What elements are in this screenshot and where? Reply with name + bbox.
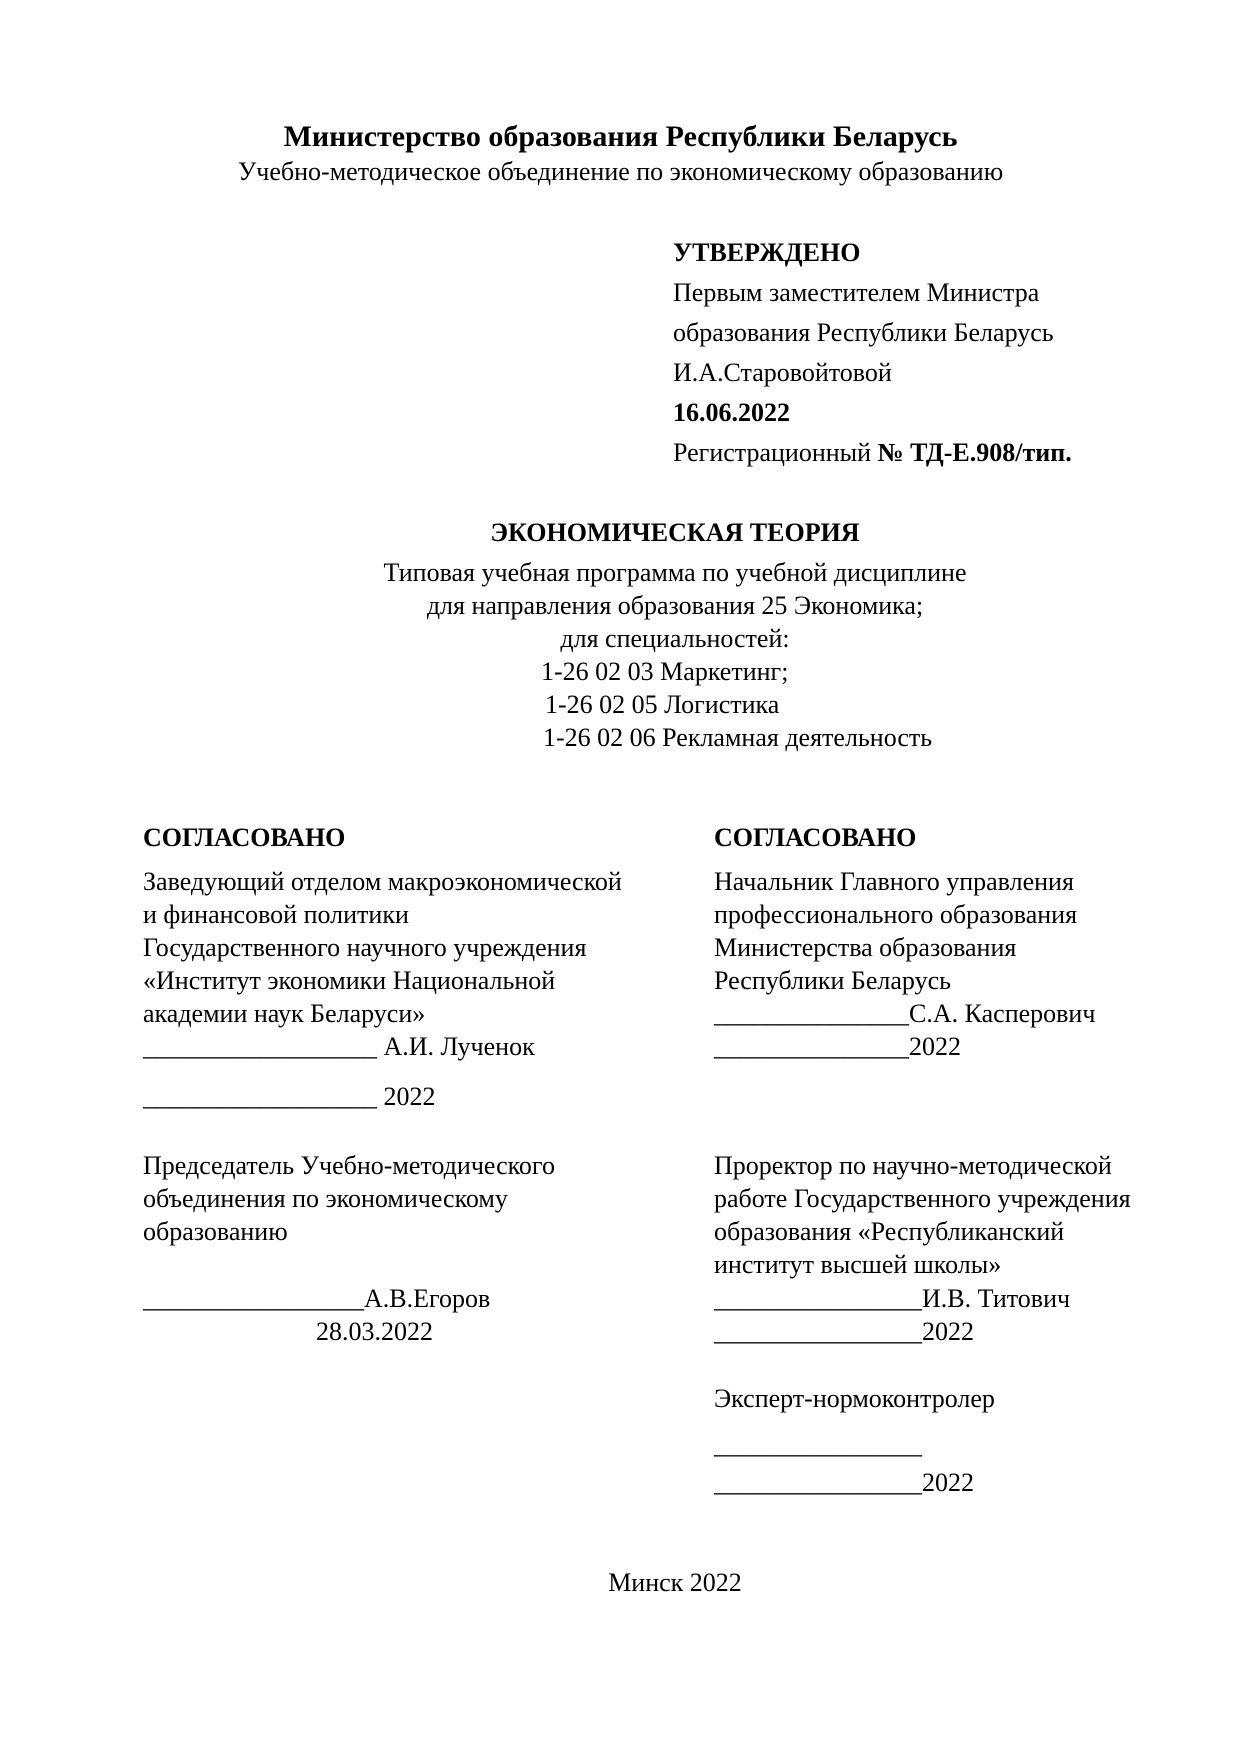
registration-label: Регистрационный [673,438,878,467]
agreement-line: Проректор по научно-методической [714,1151,1112,1180]
agreement-heading: СОГЛАСОВАНО [143,823,346,852]
signature-date: __________________ 2022 [143,1082,436,1111]
signature-line: ________________И.В. Титович [714,1284,1071,1313]
specialty-item: 1-26 02 06 Рекламная деятельность [543,723,933,752]
approval-line: образования Республики Беларусь [673,318,1054,347]
agreement-line: образования «Республиканский [714,1217,1065,1246]
agreement-line: Начальник Главного управления [714,867,1074,896]
agreement-line: работе Государственного учреждения [714,1184,1131,1213]
discipline-title: ЭКОНОМИЧЕСКАЯ ТЕОРИЯ [490,518,860,547]
agreement-line: профессионального образования [714,900,1078,929]
agreement-line: институт высшей школы» [714,1250,1002,1279]
association-subtitle: Учебно-методическое объединение по экономическому образованию [237,157,1004,186]
agreement-line: образованию [143,1217,288,1246]
approval-date: 16.06.2022 [673,398,790,427]
place-year: Минск 2022 [608,1568,742,1597]
specialty-item: 1-26 02 03 Маркетинг; [541,657,789,686]
signature-line: _______________С.А. Касперович [714,999,1096,1028]
agreement-line: и финансовой политики [143,900,409,929]
agreement-heading: СОГЛАСОВАНО [714,823,917,852]
signature-date: ________________2022 [714,1468,974,1497]
signature-line: _________________А.В.Егоров [143,1284,491,1313]
program-line: для направления образования 25 Экономика; [426,591,924,620]
signature-line: ________________ [714,1430,922,1459]
agreement-line: «Институт экономики Национальной [143,966,556,995]
registration-line [673,438,1072,468]
program-line: для специальностей: [560,624,790,653]
signature-line: __________________ А.И. Лученок [143,1032,535,1061]
specialty-item: 1-26 02 05 Логистика [545,690,780,719]
registration-number: № ТД-Е.908/тип. [877,438,1072,467]
agreement-line: Председатель Учебно-методического [143,1151,555,1180]
program-line: Типовая учебная программа по учебной дисциплине [383,558,967,587]
signature-date: 28.03.2022 [316,1317,433,1346]
approval-heading: УТВЕРЖДЕНО [673,238,861,267]
approval-signatory: И.А.Старовойтовой [673,358,892,387]
agreement-line: Государственного научного учреждения [143,933,587,962]
agreement-line: Заведующий отделом макроэкономической [143,867,622,896]
signature-date: _______________2022 [714,1032,961,1061]
approval-line: Первым заместителем Министра [673,278,1040,307]
agreement-line: Министерства образования [714,933,1017,962]
agreement-line: Республики Беларусь [714,966,951,995]
agreement-line: академии наук Беларуси» [143,999,426,1028]
signature-date: ________________2022 [714,1317,974,1346]
agreement-line: Эксперт-нормоконтролер [714,1384,995,1413]
ministry-title: Министерство образования Республики Беларусь [283,120,958,153]
agreement-line: объединения по экономическому [143,1184,508,1213]
